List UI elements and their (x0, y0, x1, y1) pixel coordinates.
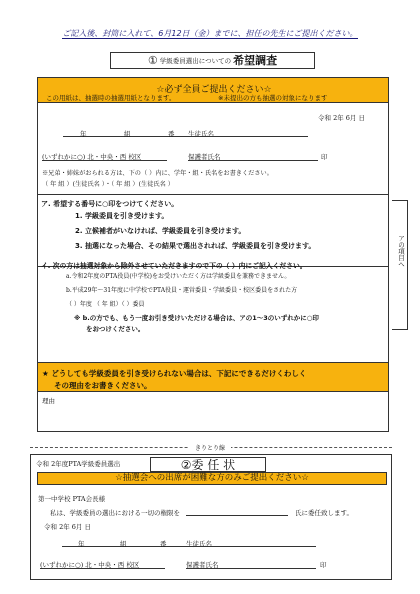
exempt-entry-line[interactable]: （ ）年度 （ 年 組）（ ）委員 (66, 301, 145, 308)
option-3[interactable]: 3. 抽選になった場合、その結果で選出されれば、学級委員を引き受けます。 (75, 242, 316, 250)
form2-number-label: 番 (160, 540, 167, 548)
form1-title (110, 52, 315, 69)
form2-school-choice-underline (40, 568, 165, 569)
guardian-name-label[interactable]: 保護者氏名 (188, 153, 221, 161)
form2-banner: ☆抽選会への出席が困難な方のみご提出ください☆ (37, 472, 387, 485)
form2-seal-label: 印 (320, 561, 327, 569)
form2-class-label: 組 (120, 540, 127, 548)
form2-school-district-choice[interactable]: (いずれかに○) 北・中央・西 校区 (40, 561, 140, 569)
reason-box[interactable] (37, 392, 389, 432)
reason-banner-line1: ★ どうしても学級委員を引き受けられない場合は、下記にできるだけくわしく (42, 369, 307, 378)
form2-student-name-field[interactable] (186, 546, 316, 547)
banner-line2b: ※未提出の方も抽選の対象になります (218, 94, 328, 102)
exempt-a: a.令和2年度のPTA役員(中学校)をお受けいただく方は学級委員を兼務できません。 (66, 273, 291, 280)
exempt-b: b.平成29年～31年度に中学校でPTA役員・運営委員・学級委員・校区委員をされた方 (66, 287, 298, 294)
exempt-note-line1: ※ b.の方でも、もう一度お引き受けいただける場合は、アの1～3のいずれかに○印 (74, 314, 319, 322)
banner-line1: ☆必ず全員ご提出ください☆ (156, 85, 272, 95)
header-note: ご記入後、封筒に入れて、6月12日（金）までに、担任の先生にご提出ください。 (62, 29, 358, 38)
reason-banner-line2: その理由をお書きください。 (54, 381, 152, 390)
option-1[interactable]: 1. 学級委員を引き受けます。 (75, 212, 169, 220)
section-b (37, 262, 389, 362)
cut-label: きりとり線 (0, 443, 420, 452)
form2-student-name-label[interactable]: 生徒氏名 (186, 540, 212, 548)
form1-student-info (37, 103, 389, 195)
student-name-label[interactable]: 生徒氏名 (188, 130, 214, 138)
form2-addressee: 第一中学校 PTA会長様 (38, 495, 106, 503)
form2-grade-label: 年 (78, 540, 85, 548)
form2-delegation-suffix: 氏に委任致します。 (295, 509, 353, 517)
form2-title: ②委 任 状 (150, 457, 266, 472)
reason-label: 理由 (42, 397, 55, 405)
form2-guardian-name-label[interactable]: 保護者氏名 (186, 561, 219, 569)
section-a (37, 195, 389, 267)
form1-reason-banner (37, 362, 389, 392)
form2-delegation-text: 私は、学級委員の選出における一切の権限を (50, 509, 180, 517)
section-b-title: イ. 次の方は抽選対象から除外させていただきますので下の（ ）内にご記入ください。 (41, 262, 307, 270)
side-label: アの項目へ (397, 235, 405, 268)
form1-title-big: 希望調査 (233, 54, 278, 67)
number-label: 番 (168, 130, 175, 138)
form2-small-header: 令和 2年度PTA学級委員選出 (36, 460, 121, 468)
student-name-field[interactable] (188, 136, 308, 137)
form1-date: 令和 2年 6月 日 (318, 114, 365, 122)
section-a-title: ア. 希望する番号に○印をつけてください。 (41, 200, 179, 208)
exempt-note-line2: をおつけください。 (86, 325, 145, 333)
class-label: 組 (124, 130, 131, 138)
form2-guardian-name-field[interactable] (186, 568, 316, 569)
form1-title-number: ① (147, 54, 158, 67)
school-district-choice[interactable]: (いずれかに○) 北・中央・西 校区 (42, 153, 142, 161)
sibling-note: ※兄弟・姉妹がおられる方は、下の（ ）内に、学年・組・氏名をお書きください。 (42, 170, 273, 177)
form1-title-small: 学級委員選出についての (159, 57, 232, 65)
grade-label: 年 (80, 130, 87, 138)
form1-banner (37, 77, 389, 103)
sibling-entry-line[interactable]: （ 年 組 ）(生徒氏名 ）・（ 年 組 ）(生徒氏名 ） (42, 181, 174, 188)
guardian-name-field[interactable] (188, 160, 318, 161)
option-2[interactable]: 2. 立候補者がいなければ、学級委員を引き受けます。 (75, 227, 246, 235)
school-choice-underline (42, 160, 167, 161)
form2-date: 令和 2年 6月 日 (44, 523, 91, 531)
delegate-name-field[interactable] (186, 515, 288, 516)
banner-line2a: この用紙は、抽選時の抽選用紙となります。 (46, 94, 176, 102)
seal-label: 印 (321, 153, 328, 161)
